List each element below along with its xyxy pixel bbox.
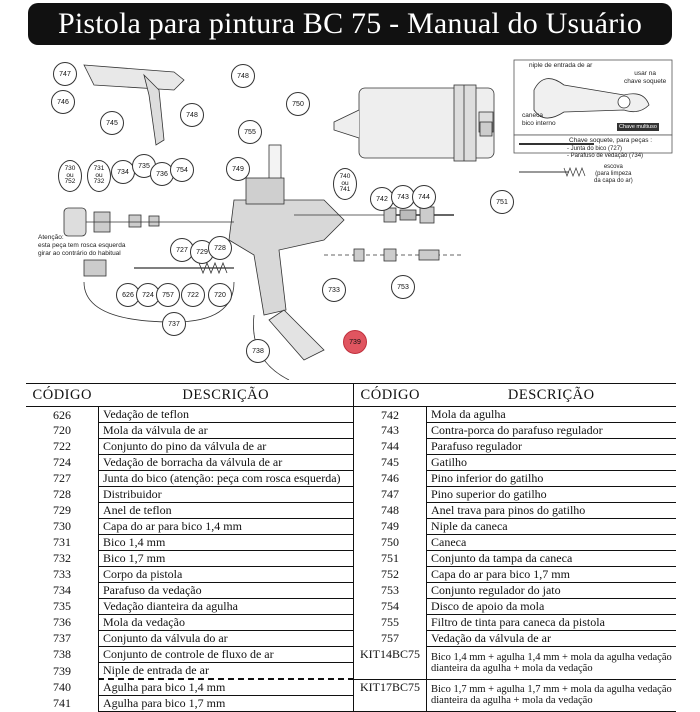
kit-code: KIT17BC75 (354, 679, 427, 712)
part-description: Niple da caneca (427, 519, 677, 535)
table-row (26, 615, 676, 631)
part-description: Mola da válvula de ar (99, 423, 354, 439)
part-code: 755 (354, 615, 427, 631)
callout-720: 720 (208, 283, 232, 307)
part-code: 731 (26, 535, 99, 551)
part-description: Mola da vedação (99, 615, 354, 631)
part-description: Conjunto da tampa da caneca (427, 551, 677, 567)
part-description: Capa do ar para bico 1,7 mm (427, 567, 677, 583)
kit-description: Bico 1,4 mm + agulha 1,4 mm + mola da agulha vedação dianteira da agulha + mola da vedação (427, 647, 677, 680)
left-thread-note: Atenção: esta peça tem rosca esquerda girar ao contrário do habitual (38, 234, 126, 257)
part-code: 722 (26, 439, 99, 455)
table-row (26, 551, 676, 567)
part-description: Caneca (427, 535, 677, 551)
exploded-diagram (24, 50, 674, 380)
callout-746: 746 (51, 90, 75, 114)
callout-734: 734 (111, 160, 135, 184)
part-description: Niple de entrada de ar (99, 663, 354, 680)
part-description: Conjunto da válvula do ar (99, 631, 354, 647)
part-description: Conjunto regulador do jato (427, 583, 677, 599)
callout-739-highlighted: 739 (343, 330, 367, 354)
table-row (26, 599, 676, 615)
callout-743: 743 (391, 185, 415, 209)
part-description: Conjunto do pino da válvula de ar (99, 439, 354, 455)
part-description: Vedação da válvula de ar (427, 631, 677, 647)
header-desc-right: DESCRIÇÃO (427, 384, 677, 407)
callout-736: 736 (150, 162, 174, 186)
part-code: 736 (26, 615, 99, 631)
table-row (26, 503, 676, 519)
part-description: Pino inferior do gatilho (427, 471, 677, 487)
part-description: Pino superior do gatilho (427, 487, 677, 503)
callout-737: 737 (162, 312, 186, 336)
part-code: 748 (354, 503, 427, 519)
tool-name: Chave multiuso (619, 124, 657, 130)
socket-items: - Junta do bico (727) - Parafuso de vedação (734) (567, 146, 644, 159)
part-code: 741 (26, 696, 99, 712)
table-row (26, 439, 676, 455)
table-row (26, 583, 676, 599)
parts-table-grid (26, 383, 676, 712)
part-code: 739 (26, 663, 99, 680)
tool-label-inlet: niple de entrada de ar (529, 62, 593, 69)
callout-754: 754 (170, 158, 194, 182)
part-code: 728 (26, 487, 99, 503)
part-description: Capa do ar para bico 1,4 mm (99, 519, 354, 535)
callout-722: 722 (181, 283, 205, 307)
callout-753: 753 (391, 275, 415, 299)
part-description: Vedação de borracha da válvula de ar (99, 455, 354, 471)
part-description: Parafuso da vedação (99, 583, 354, 599)
part-description: Anel de teflon (99, 503, 354, 519)
header-code-left: CÓDIGO (26, 384, 99, 407)
callout-728: 728 (208, 236, 232, 260)
callout-748b: 748 (180, 103, 204, 127)
part-description: Agulha para bico 1,7 mm (99, 696, 354, 712)
part-code: 745 (354, 455, 427, 471)
part-code: 750 (354, 535, 427, 551)
part-code: 737 (26, 631, 99, 647)
part-code: 751 (354, 551, 427, 567)
callout-744: 744 (412, 185, 436, 209)
parts-table (26, 383, 676, 711)
part-code: 746 (354, 471, 427, 487)
socket-title: Chave soquete, para peças : (569, 137, 653, 144)
kit-description: Bico 1,7 mm + agulha 1,7 mm + mola da agulha vedação dianteira da agulha + mola da vedação (427, 679, 677, 712)
callout-727: 727 (170, 238, 194, 262)
part-description: Filtro de tinta para caneca da pistola (427, 615, 677, 631)
part-description: Junta do bico (atenção: peça com rosca esquerda) (99, 471, 354, 487)
callout-750: 750 (286, 92, 310, 116)
table-row (26, 423, 676, 439)
tool-label-socket: usar na chave soquete (624, 70, 667, 85)
callout-735: 735 (132, 154, 156, 178)
header-code-right: CÓDIGO (354, 384, 427, 407)
part-code: 743 (354, 423, 427, 439)
callout-751: 751 (490, 190, 514, 214)
part-description: Bico 1,7 mm (99, 551, 354, 567)
callout-729: 729 (190, 240, 214, 264)
table-row (26, 631, 676, 647)
part-code: 734 (26, 583, 99, 599)
part-code: 626 (26, 407, 99, 423)
brush-label: escova (para limpeza da capa do ar) (594, 164, 633, 184)
callout-745: 745 (100, 111, 124, 135)
part-description: Vedação dianteira da agulha (99, 599, 354, 615)
part-description: Anel trava para pinos do gatilho (427, 503, 677, 519)
part-description: Corpo da pistola (99, 567, 354, 583)
part-code: 742 (354, 407, 427, 423)
table-row (26, 679, 676, 696)
part-code: 724 (26, 455, 99, 471)
part-description: Mola da agulha (427, 407, 677, 423)
table-row (26, 567, 676, 583)
part-description: Conjunto de controle de fluxo de ar (99, 647, 354, 663)
table-row (26, 519, 676, 535)
part-code: 730 (26, 519, 99, 535)
part-code: 747 (354, 487, 427, 503)
callout-733: 733 (322, 278, 346, 302)
part-description: Contra-porca do parafuso regulador (427, 423, 677, 439)
callout-740: 740 ou 741 (333, 168, 357, 200)
callout-755: 755 (238, 120, 262, 144)
callout-724: 724 (136, 283, 160, 307)
table-row (26, 487, 676, 503)
part-code: 757 (354, 631, 427, 647)
callout-626: 626 (116, 283, 140, 307)
header-desc-left: DESCRIÇÃO (99, 384, 354, 407)
callout-738: 738 (246, 339, 270, 363)
part-code: 727 (26, 471, 99, 487)
part-code: 720 (26, 423, 99, 439)
callout-749: 749 (226, 157, 250, 181)
part-code: 754 (354, 599, 427, 615)
callout-747: 747 (53, 62, 77, 86)
kit-code: KIT14BC75 (354, 647, 427, 680)
callout-757: 757 (156, 283, 180, 307)
part-code: 733 (26, 567, 99, 583)
callout-742: 742 (370, 187, 394, 211)
part-description: Gatilho (427, 455, 677, 471)
part-description: Agulha para bico 1,4 mm (99, 679, 354, 696)
part-code: 735 (26, 599, 99, 615)
table-row (26, 535, 676, 551)
callout-748: 748 (231, 64, 255, 88)
part-code: 749 (354, 519, 427, 535)
part-code: 744 (354, 439, 427, 455)
callout-730: 730 ou 752 (58, 160, 82, 192)
table-row (26, 407, 676, 423)
table-row (26, 647, 676, 663)
part-description: Parafuso regulador (427, 439, 677, 455)
callout-731: 731 ou 732 (87, 160, 111, 192)
part-code: 729 (26, 503, 99, 519)
table-row (26, 455, 676, 471)
part-code: 738 (26, 647, 99, 663)
part-description: Distribuidor (99, 487, 354, 503)
table-row (26, 471, 676, 487)
part-description: Bico 1,4 mm (99, 535, 354, 551)
tool-label-nozzle: caneca bico interno (522, 112, 556, 127)
part-description: Disco de apoio da mola (427, 599, 677, 615)
page-title: Pistola para pintura BC 75 - Manual do Usuário (57, 7, 643, 40)
part-code: 740 (26, 679, 99, 696)
part-code: 752 (354, 567, 427, 583)
part-code: 732 (26, 551, 99, 567)
title-bar (28, 3, 672, 45)
table-header-row (26, 384, 676, 407)
part-code: 753 (354, 583, 427, 599)
part-description: Vedação de teflon (99, 407, 354, 423)
